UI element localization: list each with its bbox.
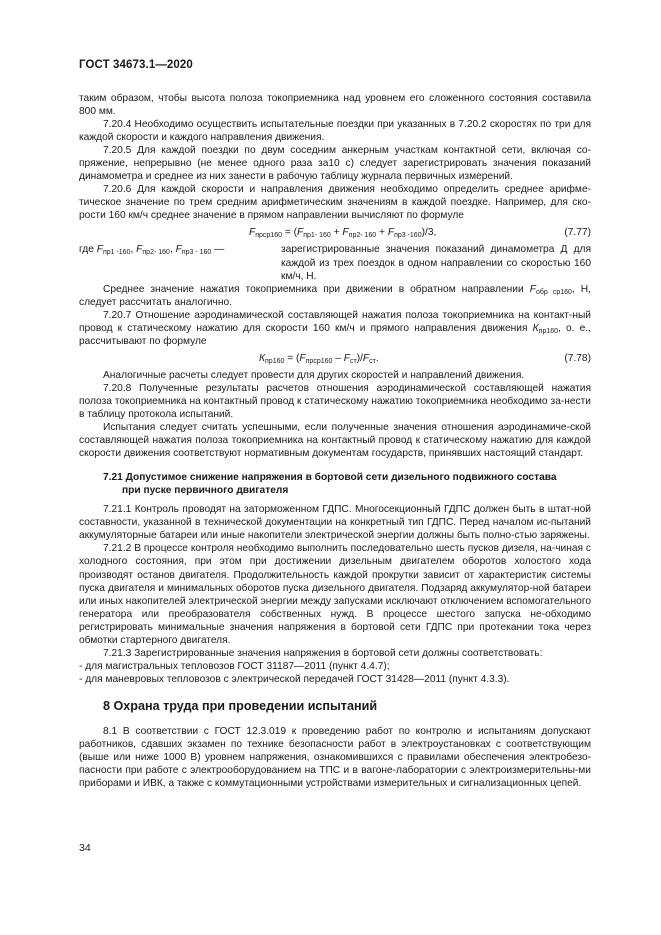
formula-7-78: $К_{пр160} = (F_{прср160} - F_{ст})/F_{ст}$. (259, 352, 379, 365)
paragraph-similar-calculations: Аналогичные расчеты следует провести для других скоростей и направлений движения. (103, 369, 525, 381)
paragraph-8-1: 8.1 В соответствии с ГОСТ 12.3.019 к проведению работ по контролю и испытаниям допускают работников, сдавших экзамен по технике безопасности работ в электроустановках с соответствующим (выше или ниже 1000 В) уровнем напряжения, ознакомившихся с правилами обеспечения электробезо-пасности при работе с электрооборудованием на ТПС и в вагоне-лаборатории с электроизмерительны-ми приборами и ИВК, а также с коммутационными устройствами измерительных и сигнализационных цепей. (79, 725, 591, 790)
variable-description: зарегистрированные значения показаний динамометра Д для каждой из трех поездок в одном направлении со скоростью 160 км/ч, Н. (281, 244, 591, 282)
list-item-shunting: - для маневровых тепловозов с электрической передачей ГОСТ 31428—2011 (пункт 4.3.3). (79, 673, 510, 685)
equation-number: (7.77) (564, 227, 591, 239)
section-heading-7-21 (103, 471, 591, 497)
section-heading-line: при пуске первичного двигателя (122, 485, 289, 497)
page-body (79, 92, 591, 790)
section-heading-8: 8 Охрана труда при проведении испытаний (103, 698, 378, 713)
variable-explanation (79, 243, 591, 282)
document-header: ГОСТ 34673.1—2020 (79, 59, 193, 71)
paragraph-7-20-6: 7.20.6 Для каждой скорости и направления движения необходимо определить среднее арифме-тическое значение по трем средним арифметическим значениям в каждой поездке. Например, для ско-рости 160 км/ч среднее значение в прямом направлении вычисляют по формуле (79, 184, 591, 222)
page-number: 34 (79, 842, 91, 854)
formula-7-77: $F_{прср160} = (F_{пр1- 160} + F_{пр2- 160} + F_{пр3 -160})/3$, (249, 227, 437, 240)
list-item-mainline: - для магистральных тепловозов ГОСТ 31187—2011 (пункт 4.4.7); (79, 660, 390, 672)
variable-list: где $F_{пр1 -160}$, $F_{пр2- 160}$, $F_{пр3 - 160}$ — (79, 244, 225, 257)
equation-number: (7.78) (564, 352, 591, 364)
equation-7-78 (79, 352, 591, 367)
paragraph-7-21-1: 7.21.1 Контроль проводят на заторможенном ГДПС. Многосекционный ГДПС должен быть в штат-ной составности, указанной в технической документации на конкретный тип ГДПС. Перед началом ис-пытаний аккумуляторные батареи или иные накопители электрической энергии должны быть полно-стью заряжены. (79, 504, 591, 542)
paragraph-7-20-7: 7.20.7 Отношение аэродинамической составляющей нажатия полоза токоприемника на контакт-ный провод к статическому нажатию для скорости 160 км/ч и прямого направления движения $К_{пр160}$, о. е., рассчитывают по формуле (79, 309, 591, 347)
paragraph-reverse-direction: Среднее значение нажатия токоприемника при движении в обратном направлении $F_{обр ср160}$, Н, следует рассчитать аналогично. (79, 283, 591, 308)
paragraph-7-21-2: 7.21.2 В процессе контроля необходимо выполнить последовательно шесть пусков дизеля, на-чиная с холодного состояния, при этом при достижении дизельным двигателем оборотов холостого хода производят останов двигателя. Продолжительность каждой прокрутки зависит от характеристик системы пуска двигателя и минимальных оборотов пуска дизельного двигателя. Подзаряд аккумулятор-ной батареи или иных накопителей электрической энергии между запусками исключают отключением вспомогательного генератора или преобразователя собственных нужд. В процессе шестого запуска не-обходимо регистрировать минимальные значения напряжения в бортовой сети ГДПС при протекании тока через обмотки стартерного двигателя. (79, 543, 591, 646)
paragraph-success-criteria: Испытания следует считать успешными, если полученные значения отношения аэродинамиче-ской составляющей нажатия полоза токоприемника на контактный провод к статическому нажатию для каждой скорости движения соответствуют нормативным документам государств, принявших настоящий стандарт. (79, 422, 591, 460)
paragraph-7-21-3: 7.21.3 Зарегистрированные значения напряжения в бортовой сети должны соответствовать: (103, 647, 543, 659)
section-heading-line: 7.21 Допустимое снижение напряжения в бортовой сети дизельного подвижного состава (103, 472, 557, 484)
paragraph-7-20-5: 7.20.5 Для каждой поездки по двум соседним анкерным участкам контактной сети, включая со-пряжение, непрерывно (не менее одного раза за10 с) следует зарегистрировать значения показаний динамометра и среднее из них занести в рабочую таблицу журнала первичных измерений. (79, 145, 591, 183)
paragraph-7-20-4: 7.20.4 Необходимо осуществить испытательные поездки при указанных в 7.20.2 скоростях по три для каждой скорости и каждого направления движения. (79, 119, 591, 144)
paragraph-continuation: таким образом, чтобы высота полоза токоприемника над уровнем его сложенного состояния составила 800 мм. (79, 93, 591, 118)
equation-7-77 (79, 226, 591, 241)
paragraph-7-20-8: 7.20.8 Полученные результаты расчетов отношения аэродинамической составляющей нажатия полоза токоприемника на контактный провод к статическому нажатию токоприемника необходимо за-нести в таблицу протокола испытаний. (79, 382, 591, 420)
